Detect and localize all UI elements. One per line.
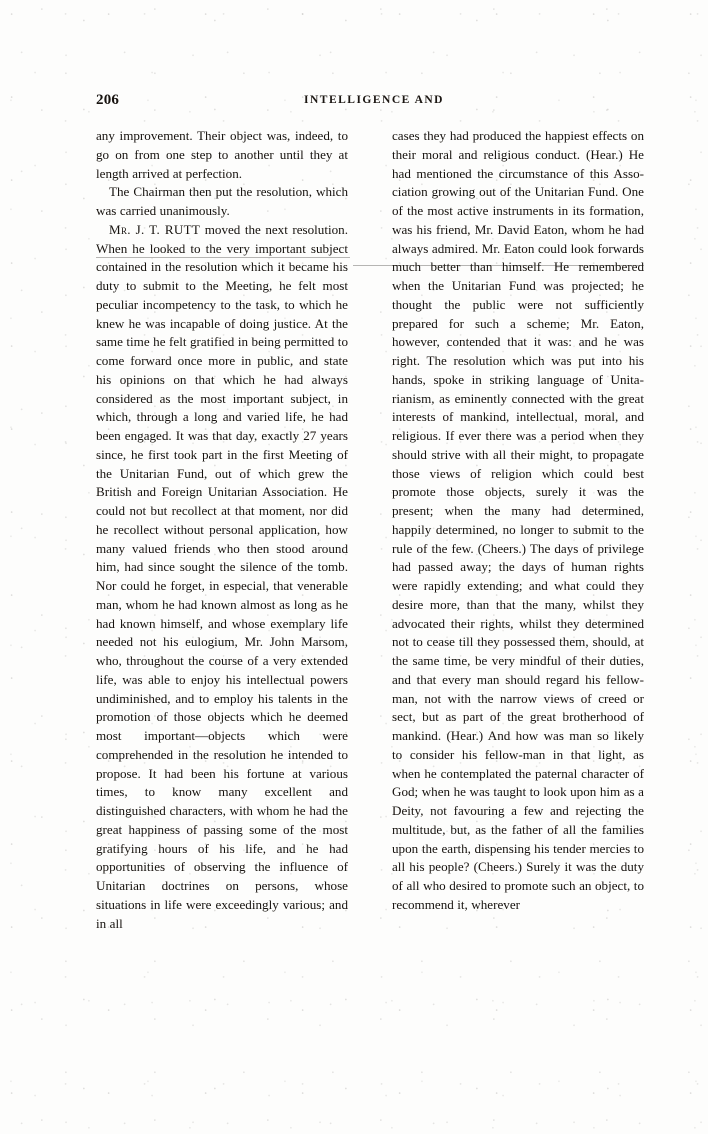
text-body xyxy=(96,127,644,933)
running-head xyxy=(96,92,644,110)
speaker-name: Mr. J. T. RUTT xyxy=(109,221,201,237)
paragraph: any improvement. Their object was, indeed, to go on from one step to another until they at length arrived at perfection. xyxy=(96,128,348,181)
column-left xyxy=(96,127,348,933)
paragraph: Mr. J. T. RUTT moved the next resolution. When he looked to the very important subject contained in the resolution which it became his duty to submit to the Meeting, he felt most peculiar incompetency to the task, to which he knew he was incapable of doing justice. At the same time he felt gratified in being permitted to come forward once more in public, and state his opinions on that which he had always considered as the most important subject, in which, through a long and varied life, he had been engaged. It was that day, exactly 27 years since, he first took part in the first Meeting of the Unitarian Fund, out of which grew the British and Foreign Unitarian Association. He could not but recollect at that moment, nor did he recollect without personal application, how many valued friends who then stood around him, had since sought the silence of the tomb. Nor could he forget, in especial, that venerable man, whom he had known almost as long as he had known himself, and whose exemplary life needed not his eulogium, Mr. John Marsom, who, throughout the course of a very extended life, was able to enjoy his intellectual powers undiminished, and to employ his talents in the promotion of those objects which he deemed most important—objects which were comprehended in the resolution he intended to propose. It had been his fortune at various times, to know many excellent and distinguished characters, with whom he had the great happiness of passing some of the most gratifying hours of his life, and he had opportunities of observing the influence of Unitarian doctrines on persons, whose situations in life were exceedingly various; and in all xyxy=(96,221,348,931)
running-head-title: INTELLIGENCE AND xyxy=(304,94,444,106)
paragraph: The Chairman then put the resolution, which was carried unanimously. xyxy=(96,184,348,218)
paragraph: cases they had produced the happiest effects on their moral and religious conduct. (Hear.) He had mentioned the circumstance of this Association growing out of the Unitarian Fund. One of the most active instruments in its formation, was his friend, Mr. David Eaton, whom he had always admired. Mr. Eaton could look forwards much better than himself. He remembered when the Unitarian Fund was projected; he thought the public were not sufficiently prepared for such a scheme; Mr. Eaton, however, contended that it was: and he was right. The resolution which was put into his hands, spoke in striking language of Unitarianism, as eminently connected with the great interests of mankind, intellectual, moral, and religious. If ever there was a period when they should strive with all their might, to propagate those views of religion which could best promote those objects, surely it was the present; when the many had determined, happily determined, no longer to submit to the rule of the few. (Cheers.) The days of privilege had passed away; the days of human rights were rapidly extending; and what could they desire more, than that the many, whilst they advocated their rights, whilst they determined not to cease till they possessed them, should, at the same time, be very mindful of their duties, and that every man should regard his fellow-man, not with the narrow views of creed or sect, but as part of the great brotherhood of mankind. (Hear.) And how was man so likely to consider his fellow-man in that light, as when he contemplated the paternal character of God; when he was taught to look upon him as a Deity, not favouring a few and rejecting the multitude, but, as the father of all the families upon the earth, dispensing his tender mercies to all his people? (Cheers.) Surely it was the duty of all who desired to promote such an object, to recommend it, wherever xyxy=(392,128,644,912)
column-right xyxy=(392,127,644,933)
page-number: 206 xyxy=(96,92,120,108)
